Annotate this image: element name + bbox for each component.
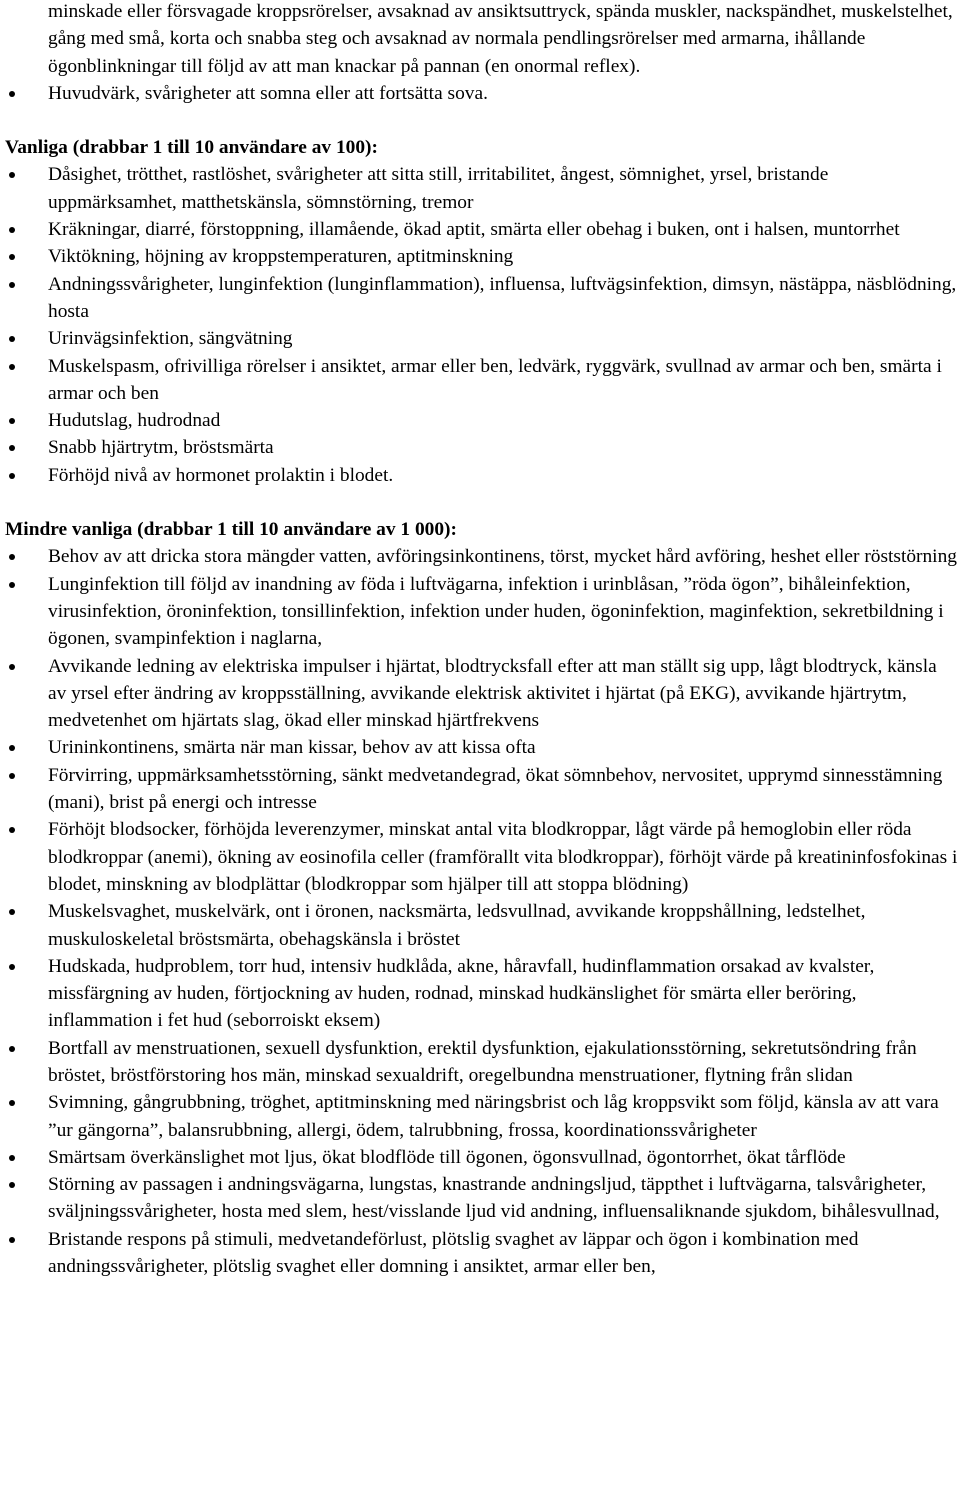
list-item [0, 762, 960, 817]
list-item-text: Förhöjt blodsocker, förhöjda leverenzymer, minskat antal vita blodkroppar, lågt värde på hemoglobin eller röda blodkroppar (anemi), ökning av eosinofila celler (framförallt vita blodkroppar), förhöjt värde på kreatininfosfokinas i blodet, minskning av blodplättar (blodkroppar som hjälper till att stoppa blödning) [48, 819, 958, 895]
list-item [0, 1089, 960, 1144]
bullet-icon [9, 582, 15, 588]
bullet-icon [9, 336, 15, 342]
bullet-icon [9, 172, 15, 178]
bullet-icon [9, 909, 15, 915]
list-item-text: Huvudvärk, svårigheter att somna eller att fortsätta sova. [48, 82, 488, 104]
bullet-icon [9, 1155, 15, 1161]
list-item [0, 953, 960, 1035]
bullet-icon [9, 1182, 15, 1188]
list-item [0, 80, 960, 107]
list-item [0, 898, 960, 953]
list-item [0, 462, 960, 489]
bullet-icon [9, 554, 15, 560]
list-item-text: Viktökning, höjning av kroppstemperaturen, aptitminskning [48, 246, 514, 268]
list-item [0, 543, 960, 570]
bullet-icon [9, 827, 15, 833]
list-item [0, 434, 960, 461]
bullet-icon [9, 473, 15, 479]
list-item [0, 216, 960, 243]
bullet-icon [9, 1046, 15, 1052]
list-item-text: Svimning, gångrubbning, tröghet, aptitminskning med näringsbrist och låg kroppsvikt som följd, känsla av att vara ”ur gängorna”, balansrubbning, allergi, ödem, talrubbning, frossa, koordinationssvårigheter [48, 1092, 939, 1141]
list-item-text: Förvirring, uppmärksamhetsstörning, sänkt medvetandegrad, ökat sömnbehov, nervositet, upprymd sinnesstämning (mani), brist på energi och intresse [48, 764, 943, 814]
list-item [0, 243, 960, 270]
bullet-icon [9, 227, 15, 233]
bullet-icon [9, 1237, 15, 1243]
common-side-effects-heading: Vanliga (drabbar 1 till 10 användare av 100): [5, 137, 378, 159]
list-item [0, 161, 960, 216]
list-item [0, 816, 960, 898]
list-item [0, 1171, 960, 1226]
common-side-effects-list [0, 161, 960, 489]
list-item-text: Smärtsam överkänslighet mot ljus, ökat blodflöde till ögonen, ögonsvullnad, ögontorrhet, ökat tårflöde [48, 1146, 846, 1168]
list-item-text: Avvikande ledning av elektriska impulser i hjärtat, blodtrycksfall efter att man ställt sig upp, lågt blodtryck, känsla av yrsel efter ändring av kroppsställning, avvikande elektrisk aktivitet i hjärtat (på EKG), avvikande hjärtrytm, medvetenhet om hjärtats slag, ökad eller minskad hjärtfrekvens [48, 655, 937, 732]
list-item-text: Störning av passagen i andningsvägarna, lungstas, knastrande andningsljud, täppthet i luftvägarna, talsvårigheter, sväljningssvårigheter, hosta med slem, hest/visslande ljud vid andning, influensaliknande sjukdom, bihålesvullnad, [48, 1174, 940, 1223]
bullet-icon [9, 282, 15, 288]
list-item [0, 353, 960, 408]
list-item-text: Hudskada, hudproblem, torr hud, intensiv hudklåda, akne, håravfall, hudinflammation orsakad av kvalster, missfärgning av huden, förtjockning av huden, rodnad, minskad hudkänslighet för smärta eller beröring, inflammation i fet hud (seborroiskt eksem) [48, 955, 875, 1032]
list-item-text: Behov av att dricka stora mängder vatten, avföringsinkontinens, törst, mycket hård avföring, heshet eller röststörning [48, 546, 957, 568]
list-item-text: Urininkontinens, smärta när man kissar, behov av att kissa ofta [48, 737, 536, 759]
bullet-icon [9, 91, 15, 97]
list-item-text: Urinvägsinfektion, sängvätning [48, 328, 293, 350]
list-item-text: Andningssvårigheter, lunginfektion (lunginflammation), influensa, luftvägsinfektion, dimsyn, nästäppa, näsblödning, hosta [48, 273, 957, 322]
bullet-icon [9, 445, 15, 451]
list-item [0, 1035, 960, 1090]
list-item-text: Kräkningar, diarré, förstoppning, illamående, ökad aptit, smärta eller obehag i buken, ont i halsen, muntorrhet [48, 219, 900, 241]
bullet-icon [9, 254, 15, 260]
list-item-text: Hudutslag, hudrodnad [48, 410, 221, 432]
bullet-icon [9, 773, 15, 779]
list-item-text: Muskelsvaghet, muskelvärk, ont i öronen, nacksmärta, ledsvullnad, avvikande kroppshållning, ledstelhet, muskuloskeletal bröstsmärta, obehagskänsla i bröstet [48, 901, 866, 950]
intro-bullet-list [0, 80, 960, 107]
bullet-icon [9, 364, 15, 370]
list-item-text: Muskelspasm, ofrivilliga rörelser i ansiktet, armar eller ben, ledvärk, ryggvärk, svullnad av armar och ben, smärta i armar och ben [48, 355, 942, 404]
section-spacer [0, 489, 960, 516]
section-spacer [0, 107, 960, 134]
uncommon-side-effects-heading: Mindre vanliga (drabbar 1 till 10 användare av 1 000): [5, 519, 457, 541]
list-item-text: Snabb hjärtrytm, bröstsmärta [48, 437, 274, 459]
list-item [0, 653, 960, 735]
list-item-text: Bortfall av menstruationen, sexuell dysfunktion, erektil dysfunktion, ejakulationsstörning, sekretutsöndring från bröstet, bröstförstoring hos män, minskad sexualdrift, oregelbundna menstruationer, flytning från slidan [48, 1037, 917, 1086]
list-item [0, 271, 960, 326]
list-item [0, 571, 960, 653]
bullet-icon [9, 745, 15, 751]
list-item-text: Lunginfektion till följd av inandning av föda i luftvägarna, infektion i urinblåsan, ”röda ögon”, bihåleinfektion, virusinfektion, öroninfektion, tonsillinfektion, infektion under huden, ögoninfektion, maginfektion, sekretbildning i ögonen, svampinfektion i naglarna, [48, 573, 944, 650]
list-item [0, 407, 960, 434]
list-item-text: Bristande respons på stimuli, medvetandeförlust, plötslig svaghet av läppar och ögon i kombination med andningssvårigheter, plötslig svaghet eller domning i ansiktet, armar eller ben, [48, 1228, 859, 1278]
list-item-text: Dåsighet, trötthet, rastlöshet, svårigheter att sitta still, irritabilitet, ångest, sömnighet, yrsel, bristande uppmärksamhet, matthetskänsla, sömnstörning, tremor [48, 164, 829, 213]
list-item [0, 1226, 960, 1281]
bullet-icon [9, 418, 15, 424]
list-item [0, 734, 960, 761]
bullet-icon [9, 964, 15, 970]
uncommon-side-effects-list [0, 543, 960, 1280]
intro-continuation-text: minskade eller försvagade kroppsrörelser, avsaknad av ansiktsuttryck, spända muskler, nackspändhet, muskelstelhet, gång med små, korta och snabba steg och avsaknad av normala pendlingsrörelser med armarna, ihållande ögonblinkningar till följd av att man knackar på pannan (en onormal reflex). [48, 1, 953, 77]
list-item-text: Förhöjd nivå av hormonet prolaktin i blodet. [48, 464, 394, 486]
bullet-icon [9, 664, 15, 670]
bullet-icon [9, 1100, 15, 1106]
list-item [0, 1144, 960, 1171]
list-item [0, 325, 960, 352]
